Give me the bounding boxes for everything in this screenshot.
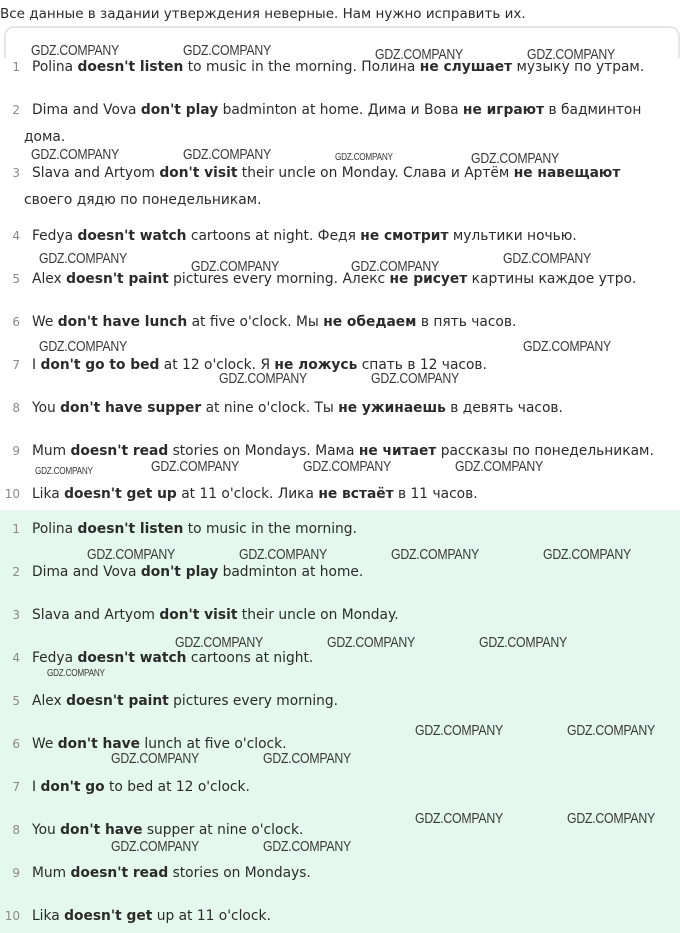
item-number: 8 [12,401,20,415]
item-number: 5 [12,694,20,708]
watermark: GDZ.COMPANY [543,546,631,563]
watermark: GDZ.COMPANY [371,370,459,387]
watermark: GDZ.COMPANY [31,42,119,59]
item-text: I don't go to bed at 12 o'clock. [32,779,250,795]
item-text: You don't have supper at nine o'clock. Ты не ужинаешь в девять часов. [32,400,563,416]
item-number: 2 [12,565,20,579]
watermark: GDZ.COMPANY [567,722,655,739]
watermark: GDZ.COMPANY [455,458,543,475]
item-text: Slava and Artyom don't visit their uncle on Monday. [32,607,399,623]
item-text: Mum doesn't read stories on Mondays. [32,865,311,881]
watermark: GDZ.COMPANY [87,546,175,563]
watermark: GDZ.COMPANY [567,810,655,827]
watermark: GDZ.COMPANY [375,46,463,63]
watermark: GDZ.COMPANY [35,466,93,477]
watermark: GDZ.COMPANY [111,838,199,855]
item-number: 6 [12,315,20,329]
watermark: GDZ.COMPANY [415,810,503,827]
intro-text: Все данные в задании утверждения неверные. Нам нужно исправить их. [0,6,526,22]
watermark: GDZ.COMPANY [111,750,199,767]
item-number: 9 [12,444,20,458]
item-number: 1 [12,522,20,536]
watermark: GDZ.COMPANY [31,146,119,163]
watermark: GDZ.COMPANY [191,258,279,275]
item-number: 3 [12,608,20,622]
watermark: GDZ.COMPANY [471,150,559,167]
item-number: 8 [12,823,20,837]
item-text: We don't have lunch at five o'clock. Мы не обедаем в пять часов. [32,314,517,330]
item-text: Slava and Artyom don't visit their uncle on Monday. Слава и Артём не навещают своего дядю по понедельникам. [24,165,621,208]
item-number: 3 [12,166,20,180]
watermark: GDZ.COMPANY [335,152,393,163]
watermark: GDZ.COMPANY [503,250,591,267]
item-text: Polina doesn't listen to music in the morning. [32,521,357,537]
item-number: 6 [12,737,20,751]
item-number: 10 [4,487,20,501]
item-number: 1 [12,60,20,74]
watermark: GDZ.COMPANY [47,668,105,679]
watermark: GDZ.COMPANY [175,634,263,651]
item-text: Fedya doesn't watch cartoons at night. Федя не смотрит мультики ночью. [32,228,577,244]
item-text: Polina doesn't listen to music in the morning. Полина не слушает музыку по утрам. [32,59,645,75]
item-text: Fedya doesn't watch cartoons at night. [32,650,314,666]
watermark: GDZ.COMPANY [303,458,391,475]
watermark: GDZ.COMPANY [239,546,327,563]
watermark: GDZ.COMPANY [351,258,439,275]
watermark: GDZ.COMPANY [39,338,127,355]
watermark: GDZ.COMPANY [183,146,271,163]
item-number: 5 [12,272,20,286]
watermark: GDZ.COMPANY [415,722,503,739]
watermark: GDZ.COMPANY [527,46,615,63]
watermark: GDZ.COMPANY [263,750,351,767]
watermark: GDZ.COMPANY [327,634,415,651]
item-number: 7 [12,358,20,372]
answer-section [0,510,680,933]
watermark: GDZ.COMPANY [479,634,567,651]
watermark: GDZ.COMPANY [219,370,307,387]
item-text: I don't go to bed at 12 o'clock. Я не ложусь спать в 12 часов. [32,357,487,373]
item-number: 2 [12,103,20,117]
item-text: Lika doesn't get up at 11 o'clock. [32,908,271,924]
item-text: We don't have lunch at five o'clock. [32,736,287,752]
item-text: Lika doesn't get up at 11 o'clock. Лика не встаёт в 11 часов. [32,486,478,502]
watermark: GDZ.COMPANY [263,838,351,855]
item-text: Alex doesn't paint pictures every morning. Алекс не рисует картины каждое утро. [32,271,637,287]
watermark: GDZ.COMPANY [183,42,271,59]
watermark: GDZ.COMPANY [39,250,127,267]
item-number: 10 [4,909,20,923]
watermark: GDZ.COMPANY [523,338,611,355]
item-number: 4 [12,651,20,665]
item-number: 4 [12,229,20,243]
item-number: 9 [12,866,20,880]
item-text: You don't have supper at nine o'clock. [32,822,304,838]
item-text: Dima and Vova don't play badminton at home. [32,564,364,580]
item-text: Alex doesn't paint pictures every morning. [32,693,339,709]
item-text: Dima and Vova don't play badminton at home. Дима и Вова не играют в бадминтон дома. [24,102,642,145]
item-text: Mum doesn't read stories on Mondays. Мама не читает рассказы по понедельникам. [32,443,654,459]
item-number: 7 [12,780,20,794]
watermark: GDZ.COMPANY [391,546,479,563]
watermark: GDZ.COMPANY [151,458,239,475]
